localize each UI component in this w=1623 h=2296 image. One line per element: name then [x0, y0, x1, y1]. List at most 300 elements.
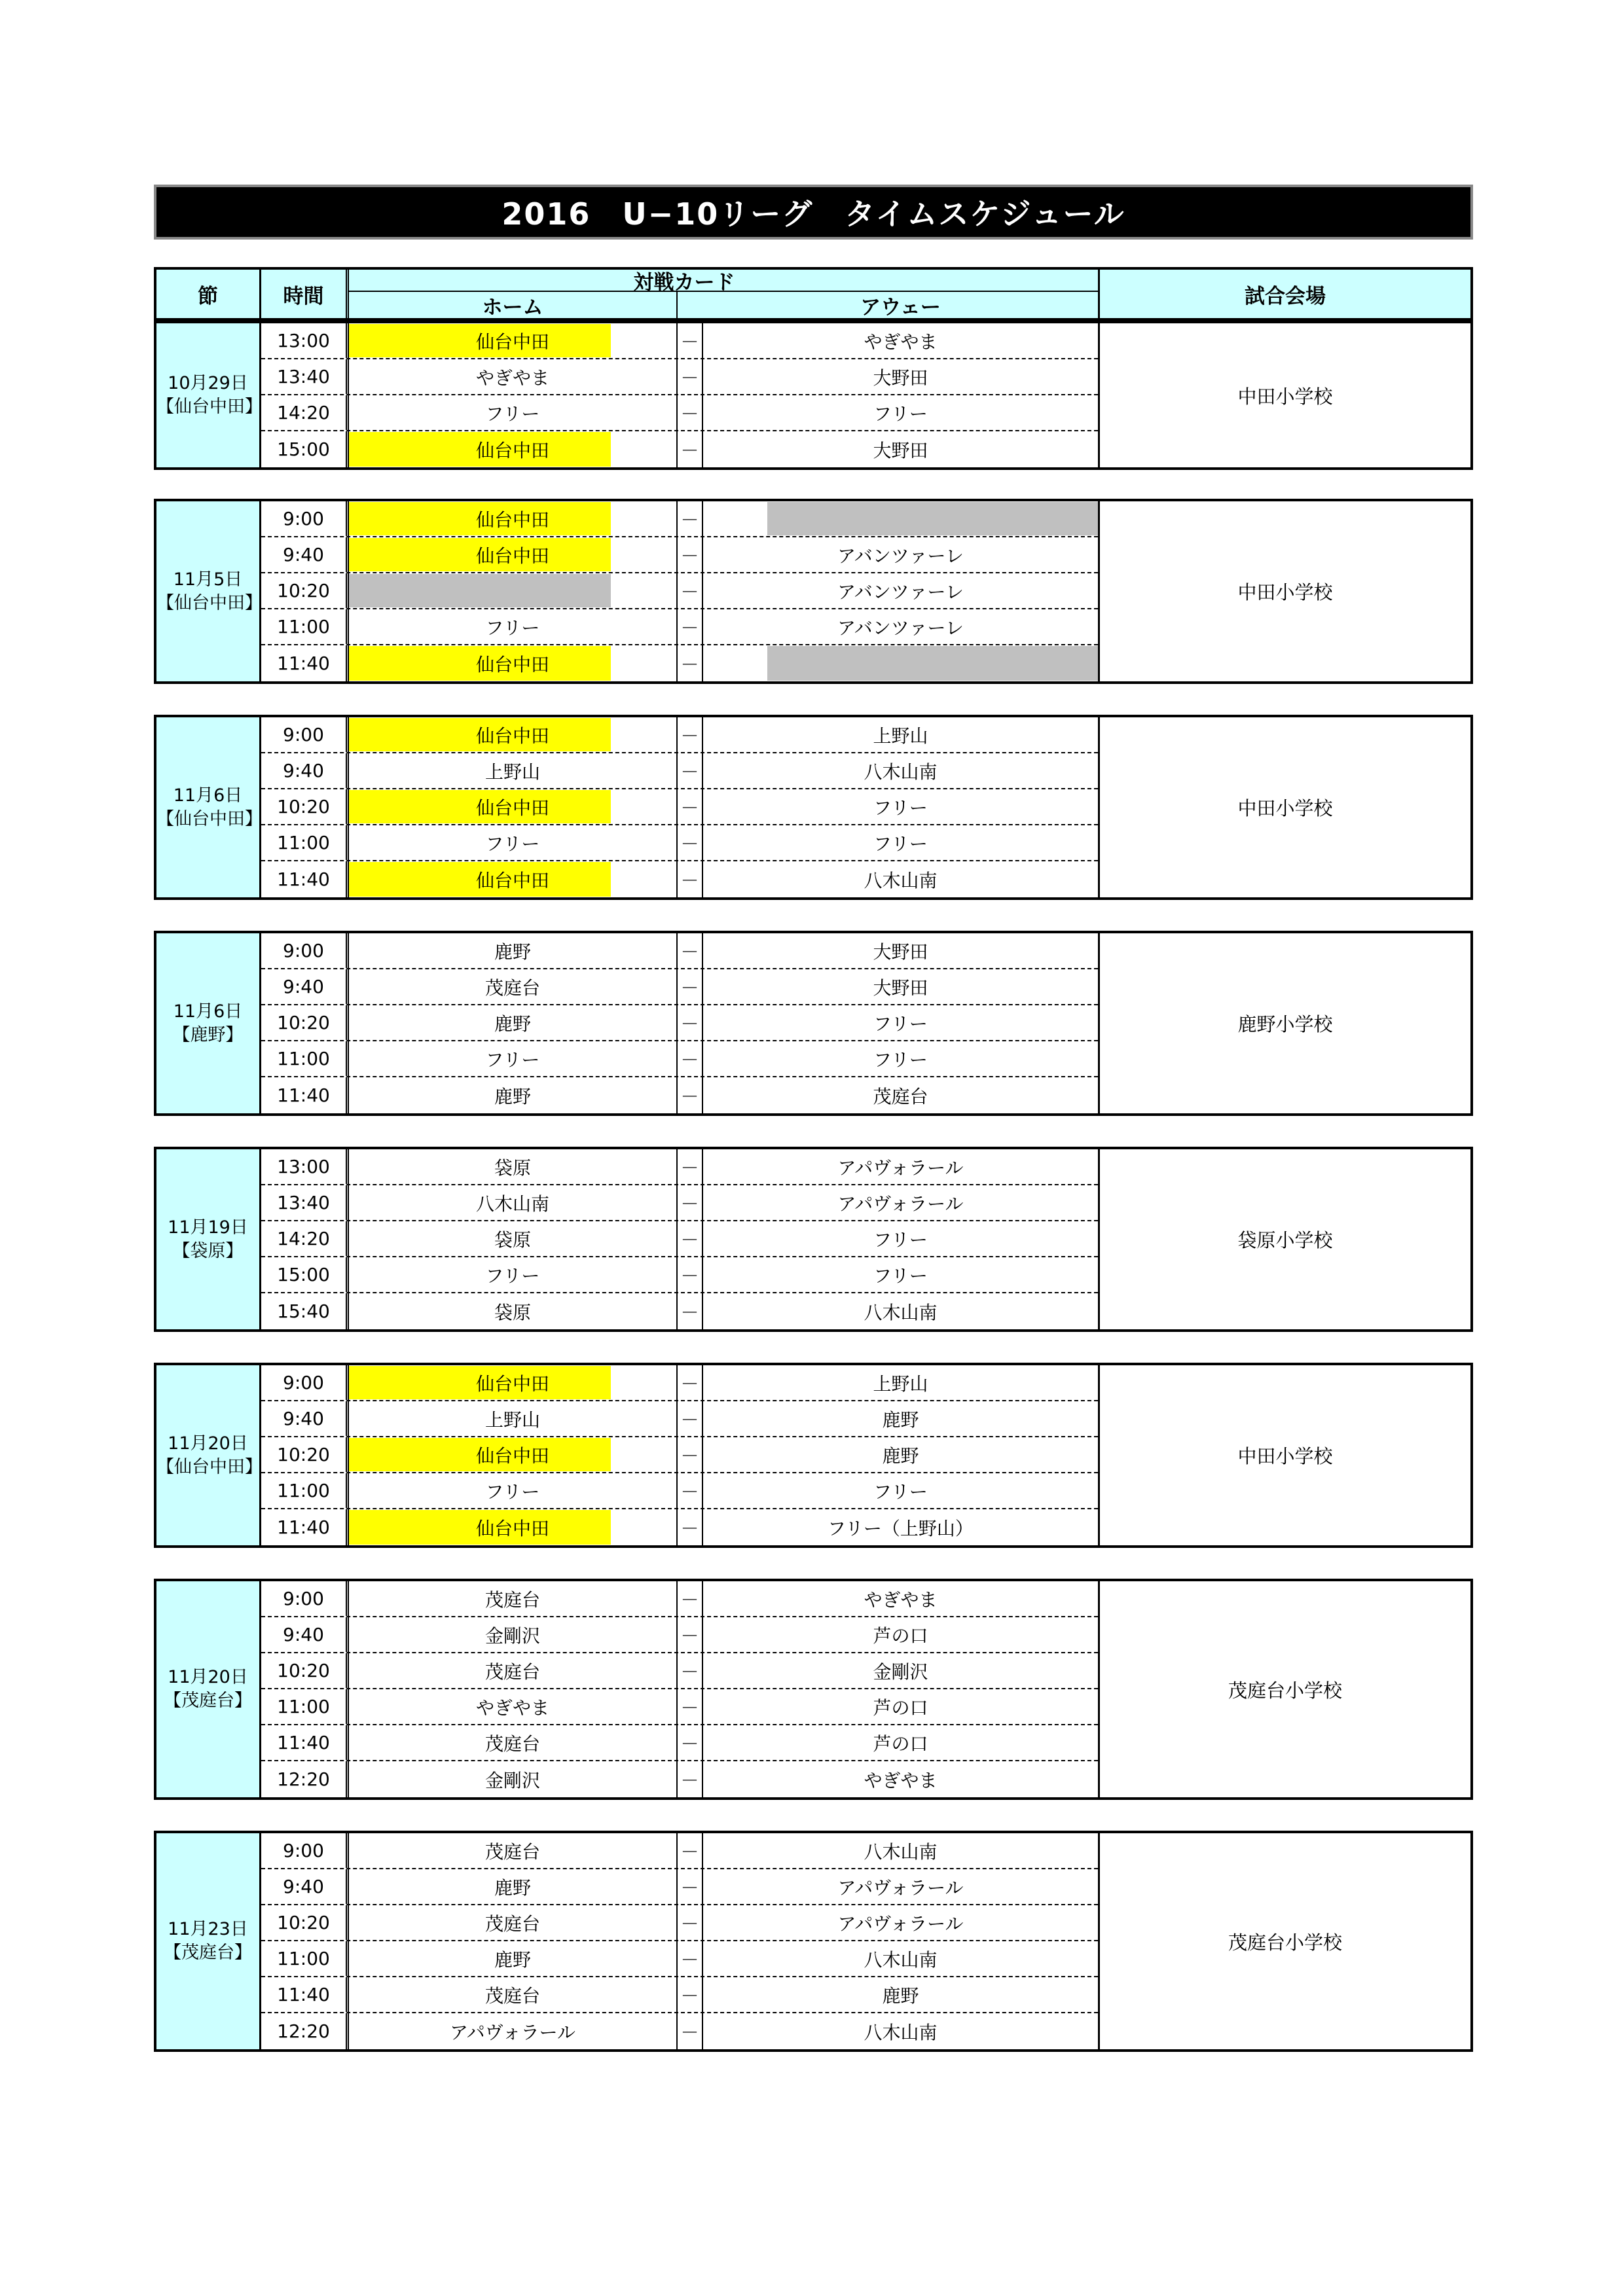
- away-team-cell: [703, 861, 1098, 897]
- versus-separator: －: [678, 501, 703, 536]
- match-time: 10:20: [261, 1437, 349, 1472]
- home-team: 仙台中田: [475, 509, 549, 531]
- versus-separator: －: [678, 431, 703, 467]
- match-time: 13:40: [261, 359, 349, 394]
- away-team-cell: [703, 717, 1098, 752]
- match-time: 11:40: [261, 1509, 349, 1545]
- match-row: [261, 1077, 1098, 1113]
- match-time: 9:40: [261, 969, 349, 1004]
- versus-separator: －: [678, 1293, 703, 1329]
- round-date: 11月6日: [173, 785, 243, 806]
- round-club: 【仙台中田】: [156, 592, 263, 613]
- header-matchup: 対戦カード: [349, 270, 1098, 292]
- venue-name: 鹿野小学校: [1098, 933, 1470, 1113]
- round-label: [156, 933, 261, 1113]
- match-row: [261, 1041, 1098, 1077]
- venue-name: 袋原小学校: [1098, 1149, 1470, 1329]
- away-team: 鹿野: [882, 1444, 919, 1467]
- round-date: 11月5日: [173, 569, 243, 590]
- away-team-cell: [703, 1689, 1098, 1724]
- match-row: [261, 753, 1098, 789]
- versus-separator: －: [678, 1509, 703, 1545]
- away-team: アバンツァーレ: [837, 581, 964, 603]
- away-team-cell: [703, 1977, 1098, 2012]
- home-team-cell: [349, 1437, 678, 1472]
- home-team-cell: [349, 717, 678, 752]
- away-team: 芦の口: [873, 1696, 928, 1719]
- away-team: 八木山南: [864, 2021, 938, 2043]
- away-team: 芦の口: [873, 1732, 928, 1755]
- round-block: [154, 1831, 1473, 2052]
- round-date: 11月20日: [168, 1667, 248, 1687]
- round-label: [156, 1149, 261, 1329]
- match-time: 15:00: [261, 431, 349, 467]
- home-team-cell: [349, 609, 678, 644]
- home-team-cell: [349, 431, 678, 467]
- versus-separator: －: [678, 1581, 703, 1616]
- away-team-cell: [703, 501, 1098, 536]
- away-team: 八木山南: [864, 1301, 938, 1323]
- match-row: [261, 1437, 1098, 1473]
- match-time: 9:40: [261, 1617, 349, 1652]
- away-team: 八木山南: [864, 761, 938, 783]
- versus-separator: －: [678, 1761, 703, 1797]
- match-row: [261, 1941, 1098, 1977]
- versus-separator: －: [678, 1077, 703, 1113]
- match-time: 13:00: [261, 1149, 349, 1184]
- away-team: 大野田: [873, 977, 928, 999]
- home-team: 袋原: [494, 1157, 531, 1179]
- away-team-cell: [703, 825, 1098, 860]
- versus-separator: －: [678, 717, 703, 752]
- match-time: 9:00: [261, 501, 349, 536]
- home-team: 仙台中田: [475, 439, 549, 461]
- home-team: 仙台中田: [475, 1517, 549, 1539]
- away-team-cell: [703, 1725, 1098, 1760]
- versus-separator: －: [678, 825, 703, 860]
- round-label: [156, 323, 261, 467]
- away-team: フリー: [873, 1480, 928, 1503]
- versus-separator: －: [678, 323, 703, 358]
- away-team-cell: [703, 1941, 1098, 1976]
- home-team-cell: [349, 861, 678, 897]
- away-team-cell: [703, 1041, 1098, 1076]
- away-team-cell: [703, 933, 1098, 968]
- header-venue: 試合会場: [1098, 270, 1470, 318]
- versus-separator: －: [678, 1041, 703, 1076]
- match-time: 9:40: [261, 1869, 349, 1904]
- match-time: 11:00: [261, 1473, 349, 1508]
- round-date: 11月23日: [168, 1919, 248, 1939]
- home-team: やぎやま: [475, 367, 549, 389]
- home-team: 茂庭台: [484, 1588, 540, 1611]
- away-team-cell: [703, 789, 1098, 824]
- round-block: [154, 321, 1473, 470]
- round-club: 【袋原】: [172, 1240, 244, 1261]
- away-team-cell: [703, 1257, 1098, 1292]
- round-label: [156, 1365, 261, 1545]
- home-team-cell: [349, 1221, 678, 1256]
- header-round: 節: [156, 270, 261, 318]
- round-block: [154, 931, 1473, 1116]
- match-row: [261, 1833, 1098, 1869]
- away-team: 芦の口: [873, 1624, 928, 1647]
- home-team-cell: [349, 1473, 678, 1508]
- title-text: 2016 U−10リーグ タイムスケジュール: [501, 196, 1125, 232]
- match-time: 11:00: [261, 1689, 349, 1724]
- away-team: アパヴォラール: [837, 1157, 964, 1179]
- match-row: [261, 395, 1098, 431]
- match-time: 11:00: [261, 609, 349, 644]
- away-team-cell: [703, 1581, 1098, 1616]
- versus-separator: －: [678, 1617, 703, 1652]
- away-team: アパヴォラール: [837, 1193, 964, 1215]
- match-row: [261, 1509, 1098, 1545]
- home-team: 仙台中田: [475, 545, 549, 567]
- venue-name: 中田小学校: [1098, 323, 1470, 467]
- match-row: [261, 1149, 1098, 1185]
- away-team: 大野田: [873, 941, 928, 963]
- home-team-cell: [349, 1581, 678, 1616]
- home-team-cell: [349, 323, 678, 358]
- round-club: 【仙台中田】: [156, 808, 263, 829]
- round-label: [156, 1581, 261, 1797]
- versus-separator: －: [678, 573, 703, 608]
- match-time: 9:00: [261, 1833, 349, 1868]
- match-time: 15:40: [261, 1293, 349, 1329]
- away-team-cell: [703, 1221, 1098, 1256]
- away-team-cell: [703, 573, 1098, 608]
- away-fill: [767, 646, 1098, 681]
- match-time: 11:00: [261, 1941, 349, 1976]
- away-team: 鹿野: [882, 1408, 919, 1431]
- home-team: 茂庭台: [484, 977, 540, 999]
- match-time: 11:40: [261, 1077, 349, 1113]
- away-team-cell: [703, 1761, 1098, 1797]
- home-team: 上野山: [484, 761, 540, 783]
- match-row: [261, 573, 1098, 609]
- round-date: 11月20日: [168, 1433, 248, 1454]
- round-date: 11月6日: [173, 1001, 243, 1022]
- away-team: フリー: [873, 1013, 928, 1035]
- home-team: 鹿野: [494, 1013, 531, 1035]
- away-team: フリー: [873, 1229, 928, 1251]
- away-team: やぎやま: [864, 331, 938, 353]
- match-row: [261, 501, 1098, 537]
- away-team-cell: [703, 969, 1098, 1004]
- match-time: 12:20: [261, 2013, 349, 2049]
- round-block: [154, 1363, 1473, 1548]
- venue-name: 中田小学校: [1098, 717, 1470, 897]
- home-team-cell: [349, 1689, 678, 1724]
- versus-separator: －: [678, 1653, 703, 1688]
- away-team: 茂庭台: [873, 1085, 928, 1107]
- versus-separator: －: [678, 1005, 703, 1040]
- home-team-cell: [349, 1401, 678, 1436]
- round-club: 【仙台中田】: [156, 397, 263, 417]
- round-block: [154, 499, 1473, 684]
- versus-separator: －: [678, 1365, 703, 1400]
- versus-separator: －: [678, 645, 703, 681]
- match-time: 12:20: [261, 1761, 349, 1797]
- round-label: [156, 501, 261, 681]
- home-team: 鹿野: [494, 1948, 531, 1971]
- home-team: フリー: [485, 617, 540, 639]
- home-team-cell: [349, 1149, 678, 1184]
- away-team: 八木山南: [864, 869, 938, 891]
- match-time: 10:20: [261, 789, 349, 824]
- round-club: 【茂庭台】: [164, 1943, 252, 1963]
- round-club: 【鹿野】: [172, 1024, 244, 1045]
- away-team-cell: [703, 1617, 1098, 1652]
- round-club: 【仙台中田】: [156, 1456, 263, 1477]
- home-team: 茂庭台: [484, 1660, 540, 1683]
- match-time: 11:40: [261, 1977, 349, 2012]
- match-row: [261, 1365, 1098, 1401]
- home-team: 茂庭台: [484, 1984, 540, 2007]
- away-team-cell: [703, 1437, 1098, 1472]
- home-team: アパヴォラール: [449, 2021, 576, 2043]
- away-team-cell: [703, 1509, 1098, 1545]
- home-fill: [349, 574, 611, 607]
- match-row: [261, 1293, 1098, 1329]
- match-row: [261, 1869, 1098, 1905]
- away-team: やぎやま: [864, 1588, 938, 1611]
- versus-separator: －: [678, 1725, 703, 1760]
- home-team: フリー: [485, 1049, 540, 1071]
- venue-name: 茂庭台小学校: [1098, 1581, 1470, 1797]
- versus-separator: －: [678, 753, 703, 788]
- match-row: [261, 1761, 1098, 1797]
- home-team: 鹿野: [494, 941, 531, 963]
- home-team-cell: [349, 1869, 678, 1904]
- home-team-cell: [349, 1833, 678, 1868]
- versus-separator: －: [678, 1149, 703, 1184]
- home-team-cell: [349, 1617, 678, 1652]
- away-team-cell: [703, 537, 1098, 572]
- match-time: 11:00: [261, 825, 349, 860]
- away-team-cell: [703, 1833, 1098, 1868]
- table-header: [154, 267, 1473, 321]
- away-team: アパヴォラール: [837, 1912, 964, 1935]
- away-team: フリー: [873, 1049, 928, 1071]
- venue-name: 中田小学校: [1098, 1365, 1470, 1545]
- versus-separator: －: [678, 1977, 703, 2012]
- versus-separator: －: [678, 1905, 703, 1940]
- match-row: [261, 1473, 1098, 1509]
- away-team-cell: [703, 1149, 1098, 1184]
- home-team: 仙台中田: [475, 653, 549, 675]
- home-team: 仙台中田: [475, 1372, 549, 1395]
- match-time: 14:20: [261, 395, 349, 430]
- match-row: [261, 861, 1098, 897]
- home-team: 仙台中田: [475, 869, 549, 891]
- match-time: 9:40: [261, 753, 349, 788]
- match-row: [261, 1005, 1098, 1041]
- match-time: 9:00: [261, 1581, 349, 1616]
- away-team-cell: [703, 645, 1098, 681]
- match-row: [261, 1581, 1098, 1617]
- match-row: [261, 323, 1098, 359]
- home-team-cell: [349, 1185, 678, 1220]
- match-row: [261, 1185, 1098, 1221]
- match-time: 11:40: [261, 1725, 349, 1760]
- round-label: [156, 1833, 261, 2049]
- versus-separator: －: [678, 861, 703, 897]
- home-team: 金剛沢: [484, 1769, 540, 1791]
- home-team-cell: [349, 1257, 678, 1292]
- home-team: フリー: [485, 833, 540, 855]
- header-time: 時間: [261, 270, 349, 318]
- match-row: [261, 1977, 1098, 2013]
- away-team-cell: [703, 359, 1098, 394]
- home-team-cell: [349, 1941, 678, 1976]
- round-date: 10月29日: [168, 373, 248, 393]
- home-team-cell: [349, 1653, 678, 1688]
- away-team-cell: [703, 1077, 1098, 1113]
- versus-separator: －: [678, 1941, 703, 1976]
- away-team: 大野田: [873, 367, 928, 389]
- home-team-cell: [349, 1077, 678, 1113]
- away-team-cell: [703, 1653, 1098, 1688]
- versus-separator: －: [678, 537, 703, 572]
- match-time: 11:40: [261, 645, 349, 681]
- home-team: 八木山南: [475, 1193, 549, 1215]
- away-team: 八木山南: [864, 1840, 938, 1863]
- versus-separator: －: [678, 1257, 703, 1292]
- match-time: 9:00: [261, 933, 349, 968]
- match-row: [261, 645, 1098, 681]
- match-time: 13:00: [261, 323, 349, 358]
- match-row: [261, 969, 1098, 1005]
- round-block: [154, 715, 1473, 900]
- match-time: 10:20: [261, 1653, 349, 1688]
- home-team: 茂庭台: [484, 1912, 540, 1935]
- match-time: 13:40: [261, 1185, 349, 1220]
- away-team-cell: [703, 1905, 1098, 1940]
- match-time: 11:40: [261, 861, 349, 897]
- away-team-cell: [703, 1869, 1098, 1904]
- match-row: [261, 933, 1098, 969]
- home-team: 鹿野: [494, 1876, 531, 1899]
- home-team-cell: [349, 1725, 678, 1760]
- home-team: 仙台中田: [475, 331, 549, 353]
- versus-separator: －: [678, 1473, 703, 1508]
- match-row: [261, 537, 1098, 573]
- versus-separator: －: [678, 1437, 703, 1472]
- home-team-cell: [349, 969, 678, 1004]
- home-team: 袋原: [494, 1229, 531, 1251]
- match-row: [261, 1725, 1098, 1761]
- match-time: 9:40: [261, 537, 349, 572]
- match-row: [261, 825, 1098, 861]
- versus-separator: －: [678, 789, 703, 824]
- match-row: [261, 431, 1098, 467]
- home-team-cell: [349, 501, 678, 536]
- match-time: 9:00: [261, 1365, 349, 1400]
- header-away: アウェー: [860, 295, 941, 319]
- home-team-cell: [349, 359, 678, 394]
- home-team: 仙台中田: [475, 797, 549, 819]
- match-row: [261, 1401, 1098, 1437]
- away-team: 鹿野: [882, 1984, 919, 2007]
- away-team: 金剛沢: [873, 1660, 928, 1683]
- away-fill: [767, 502, 1098, 535]
- match-time: 9:00: [261, 717, 349, 752]
- match-row: [261, 789, 1098, 825]
- home-team-cell: [349, 933, 678, 968]
- away-team: フリー: [873, 833, 928, 855]
- match-row: [261, 717, 1098, 753]
- match-row: [261, 1653, 1098, 1689]
- home-team-cell: [349, 395, 678, 430]
- round-date: 11月19日: [168, 1217, 248, 1238]
- versus-separator: －: [678, 969, 703, 1004]
- round-label: [156, 717, 261, 897]
- away-team-cell: [703, 323, 1098, 358]
- away-team: 八木山南: [864, 1948, 938, 1971]
- versus-separator: －: [678, 1185, 703, 1220]
- match-row: [261, 609, 1098, 645]
- away-team: アパヴォラール: [837, 1876, 964, 1899]
- versus-separator: －: [678, 1401, 703, 1436]
- away-team-cell: [703, 1401, 1098, 1436]
- versus-separator: －: [678, 1221, 703, 1256]
- away-team-cell: [703, 609, 1098, 644]
- away-team-cell: [703, 431, 1098, 467]
- home-team: フリー: [485, 1265, 540, 1287]
- match-time: 10:20: [261, 573, 349, 608]
- venue-name: 茂庭台小学校: [1098, 1833, 1470, 2049]
- away-team: 上野山: [873, 725, 928, 747]
- away-team-cell: [703, 1293, 1098, 1329]
- versus-separator: －: [678, 609, 703, 644]
- away-team: アバンツァーレ: [837, 545, 964, 567]
- away-team-cell: [703, 395, 1098, 430]
- match-row: [261, 1905, 1098, 1941]
- home-team-cell: [349, 789, 678, 824]
- home-team: やぎやま: [475, 1696, 549, 1719]
- match-row: [261, 1689, 1098, 1725]
- home-team: 茂庭台: [484, 1732, 540, 1755]
- away-team-cell: [703, 2013, 1098, 2049]
- away-team: フリー: [873, 403, 928, 425]
- header-home: ホーム: [349, 292, 678, 318]
- home-team: 仙台中田: [475, 725, 549, 747]
- away-team-cell: [703, 1473, 1098, 1508]
- home-team: フリー: [485, 1480, 540, 1503]
- match-row: [261, 1617, 1098, 1653]
- home-team-cell: [349, 1365, 678, 1400]
- home-team-cell: [349, 1293, 678, 1329]
- home-team-cell: [349, 1509, 678, 1545]
- home-team: 仙台中田: [475, 1444, 549, 1467]
- home-team-cell: [349, 825, 678, 860]
- away-team: 大野田: [873, 439, 928, 461]
- home-team: 茂庭台: [484, 1840, 540, 1863]
- versus-separator: －: [678, 359, 703, 394]
- home-team-cell: [349, 573, 678, 608]
- away-team: やぎやま: [864, 1769, 938, 1791]
- home-team: 鹿野: [494, 1085, 531, 1107]
- match-row: [261, 1257, 1098, 1293]
- away-team: 上野山: [873, 1372, 928, 1395]
- home-team: フリー: [485, 403, 540, 425]
- match-row: [261, 1221, 1098, 1257]
- home-team-cell: [349, 645, 678, 681]
- away-team-cell: [703, 1185, 1098, 1220]
- away-team-cell: [703, 753, 1098, 788]
